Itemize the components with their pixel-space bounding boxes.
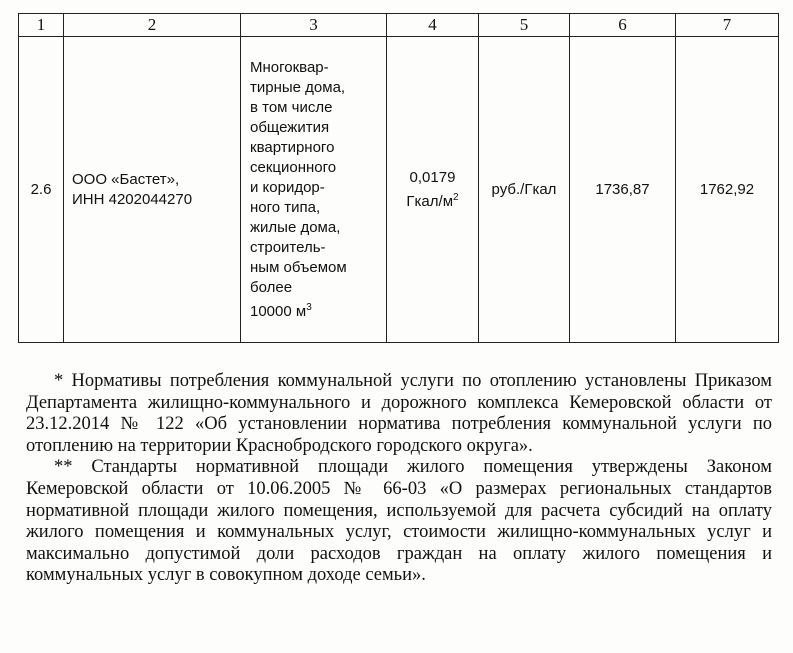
footnote-1: * Нормативы потребления коммунальной услуги по отоплению установлены Приказом Департамента жилищно-коммунального и дорожного комплекса Кемеровской области от 23.12.2014 № 122 «Об установлении норматива потребления коммунальной услуги по отоплению на территории Краснобродского городского округа». — [26, 371, 772, 456]
footnotes — [26, 371, 772, 587]
table-row — [19, 37, 779, 343]
category-text: Многоквар- тирные дома, в том числе общежития квартирного секционного и коридор- ного типа, жилые дома, строитель- ным объемом более — [250, 58, 347, 296]
table-header-row — [19, 14, 779, 37]
column-header: 1 — [19, 14, 64, 37]
column-header: 4 — [387, 14, 479, 37]
unit-cell: руб./Гкал — [479, 37, 570, 343]
row-number: 2.6 — [19, 37, 64, 343]
tariff-table — [18, 13, 779, 343]
column-header: 7 — [676, 14, 779, 37]
organization-name: ООО «Бастет», — [72, 170, 180, 188]
footnote-2: ** Стандарты нормативной площади жилого помещения утверждены Законом Кемеровской области от 10.06.2005 № 66-03 «О размерах региональных стандартов нормативной площади жилого помещения, используемой для расчета субсидий на оплату жилого помещения и коммунальных услуг, стоимости жилищно-коммунальных услуг и максимально допустимой доли расходов граждан на оплату жилого помещения и коммунальных услуг в совокупном доходе семьи». — [26, 457, 772, 586]
tariff-cell-2: 1762,92 — [676, 37, 779, 343]
category-volume: 10000 $м^3$ — [250, 301, 312, 320]
norm-value: 0,0179 — [409, 168, 456, 186]
column-header: 3 — [241, 14, 387, 37]
norm-cell — [387, 37, 479, 343]
organization-inn: ИНН 4202044270 — [72, 190, 193, 208]
tariff-cell-1: 1736,87 — [570, 37, 676, 343]
category-cell — [241, 37, 387, 343]
organization-cell — [64, 37, 241, 343]
column-header: 2 — [64, 14, 241, 37]
column-header: 5 — [479, 14, 570, 37]
norm-unit: Гкал/$м^2$ — [406, 191, 459, 210]
column-header: 6 — [570, 14, 676, 37]
